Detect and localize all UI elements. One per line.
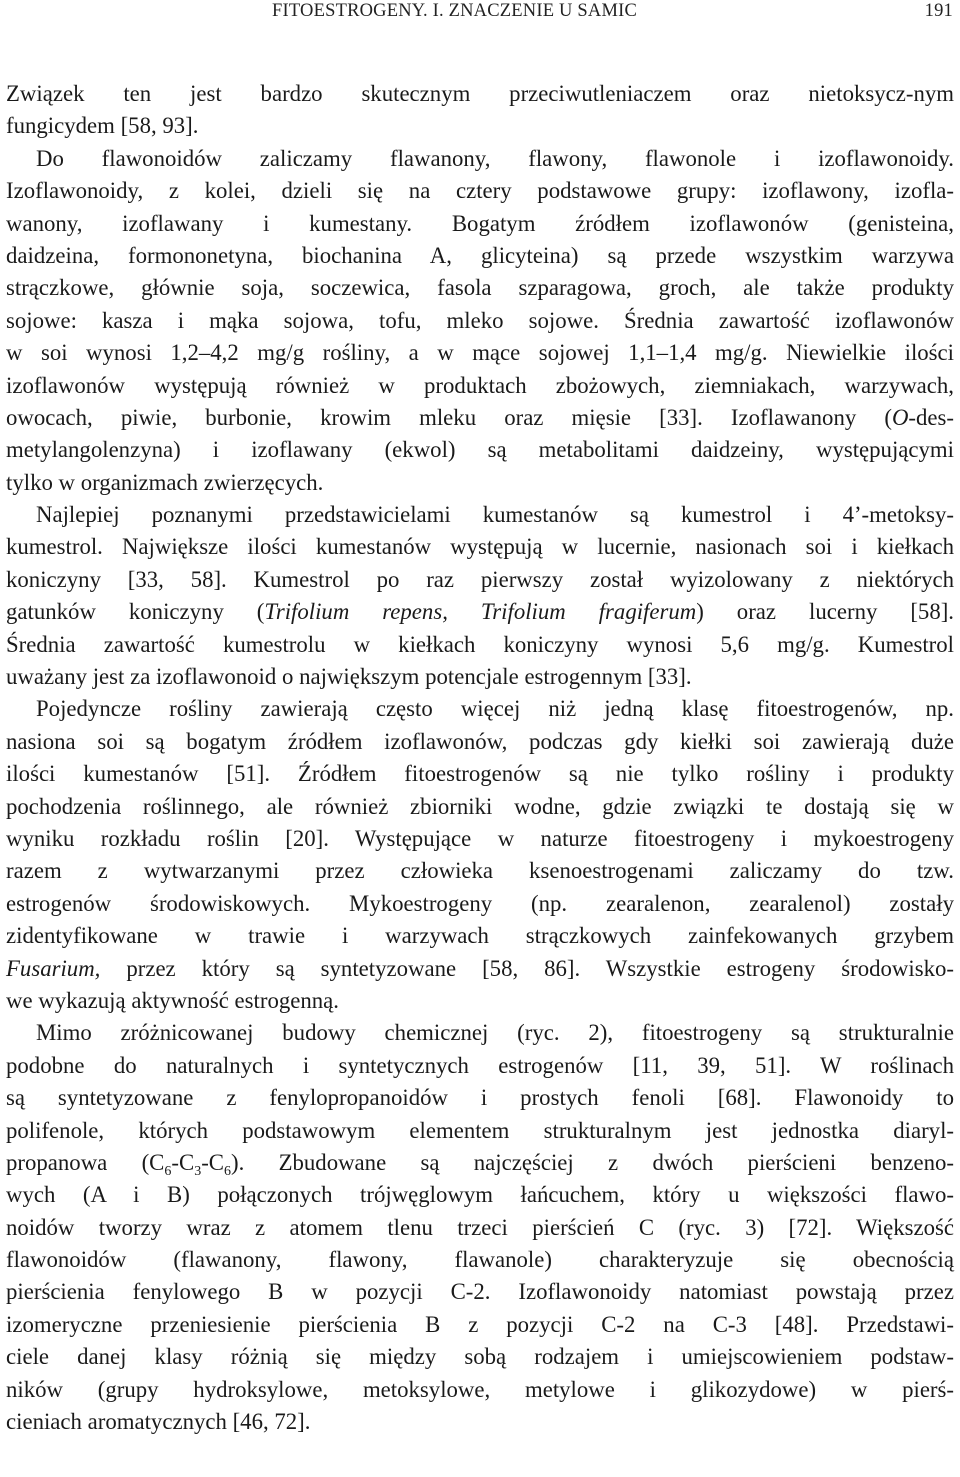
text-run: przez który są syntetyzowane [58, 86]. Wszystkie estrogeny środowisko- — [100, 955, 954, 981]
text-line: ciele danej klasy różnią się między sobą rodzajem i umiejscowieniem podstaw- — [6, 1344, 954, 1370]
text-line: kumestrol. Największe ilości kumestanów występują w lucernie, nasionach soi i kiełkach — [6, 534, 954, 560]
text-line: wanony, izoflawany i kumestany. Bogatym źródłem izoflawonów (genisteina, — [6, 210, 954, 236]
text-line: ilości kumestanów [51]. Źródłem fitoestrogenów są nie tylko rośliny i produkty — [6, 761, 954, 787]
text-line: ników (grupy hydroksylowe, metoksylowe, metylowe i glikozydowe) w pierś- — [6, 1376, 954, 1402]
text-line: noidów tworzy wraz z atomem tlenu trzeci pierścień C (ryc. 3) [72]. Większość — [6, 1214, 954, 1240]
text-run: -C — [171, 1149, 195, 1175]
text-line: są syntetyzowane z fenylopropanoidów i prostych fenoli [68]. Flawonoidy to — [6, 1085, 954, 1111]
italic-letter: O — [891, 404, 909, 430]
text-run: -C — [201, 1149, 224, 1175]
text-run: -des- — [908, 404, 954, 430]
text-line: tylko w organizmach zwierzęcych. — [6, 469, 324, 495]
text-line: zidentyfikowane w trawie i warzywach strączkowych zainfekowanych grzybem — [6, 923, 954, 949]
text-line — [6, 953, 954, 985]
text-line: w soi wynosi 1,2–4,2 mg/g rośliny, a w mące sojowej 1,1–1,4 mg/g. Niewielkie ilości — [6, 340, 954, 366]
body-text — [6, 78, 954, 1438]
text-line: Izoflawonoidy, z kolei, dzieli się na cztery podstawowe grupy: izoflawony, izofla- — [6, 178, 954, 204]
text-line — [6, 1147, 954, 1179]
text-line: nasiona soi są bogatym źródłem izoflawonów, podczas gdy kiełki soi zawierają duże — [6, 728, 954, 754]
text-line: Średnia zawartość kumestrolu w kiełkach koniczyny wynosi 5,6 mg/g. Kumestrol — [6, 631, 954, 657]
text-line: pierścienia fenylowego B w pozycji C-2. Izoflawonoidy natomiast powstają przez — [6, 1279, 954, 1305]
text-line: polifenole, których podstawowym elementem strukturalnym jest jednostka diaryl- — [6, 1117, 954, 1143]
text-line: estrogenów środowiskowych. Mykoestrogeny (np. zearalenon, zearalenol) zostały — [6, 890, 954, 916]
text-run: ). Zbudowane są najczęściej z dwóch pierścieni benzeno- — [230, 1149, 955, 1175]
text-run: owocach, piwie, burbonie, krowim mleku oraz mięsie [33]. Izoflawanony ( — [6, 404, 892, 430]
text-line: metylangolenzyna) i izoflawany (ekwol) są metabolitami daidzeiny, występującymi — [6, 437, 954, 463]
text-line: cieniach aromatycznych [46, 72]. — [6, 1409, 311, 1435]
subscript: 6 — [223, 1163, 231, 1179]
text-line: wyniku rozkładu roślin [20]. Występujące w naturze fitoestrogeny i mykoestrogeny — [6, 825, 954, 851]
text-line: daidzeina, formononetyna, biochanina A, glicyteina) są przede wszystkim warzywa — [6, 242, 954, 268]
text-line: podobne do naturalnych i syntetycznych estrogenów [11, 39, 51]. W roślinach — [6, 1052, 954, 1078]
text-line: izomeryczne przeniesienie pierścienia B z pozycji C-2 na C-3 [48]. Przedstawi- — [6, 1311, 954, 1337]
subscript: 3 — [194, 1163, 202, 1179]
text-line: izoflawonów występują również w produktach zbożowych, ziemniakach, warzywach, — [6, 372, 954, 398]
subscript: 6 — [164, 1163, 172, 1179]
genus-name: Fusarium, — [6, 955, 101, 981]
text-run: propanowa (C — [6, 1149, 165, 1175]
text-line: flawonoidów (flawanony, flawony, flawanole) charakteryzuje się obecnością — [6, 1247, 954, 1273]
text-line: wych (A i B) połączonych trójwęglowym łańcuchem, który u większości flawo- — [6, 1182, 954, 1208]
text-line: Mimo zróżnicowanej budowy chemicznej (ryc. 2), fitoestrogeny są strukturalnie — [36, 1020, 954, 1046]
text-line: strączkowe, głównie soja, soczewica, fasola szparagowa, groch, ale także produkty — [6, 275, 954, 301]
running-title: FITOESTROGENY. I. ZNACZENIE U SAMIC — [272, 1, 638, 21]
text-run: ) oraz lucerny [58]. — [696, 599, 955, 625]
text-line: Pojedyncze rośliny zawierają często więcej niż jedną klasę fitoestrogenów, np. — [36, 696, 954, 722]
text-line: razem z wytwarzanymi przez człowieka ksenoestrogenami zaliczamy do tzw. — [6, 858, 954, 884]
species-name: Trifolium repens, Trifolium fragiferum — [264, 599, 697, 625]
text-line: sojowe: kasza i mąka sojowa, tofu, mleko sojowe. Średnia zawartość izoflawonów — [6, 307, 954, 333]
text-line: we wykazują aktywność estrogenną. — [6, 987, 339, 1013]
text-line: Związek ten jest bardzo skutecznym przeciwutleniaczem oraz nietoksycz-nym — [6, 81, 954, 106]
running-header — [0, 0, 960, 26]
page-number: 191 — [924, 1, 953, 21]
text-line: pochodzenia roślinnego, ale również zbiorniki wodne, gdzie związki te dostają się w — [6, 793, 954, 819]
text-line: koniczyny [33, 58]. Kumestrol po raz pierwszy został wyizolowany z niektórych — [6, 566, 954, 592]
text-line: fungicydem [58, 93]. — [6, 113, 199, 139]
text-run: gatunków koniczyny ( — [6, 599, 265, 625]
text-line — [6, 402, 954, 434]
text-line: uważany jest za izoflawonoid o największym potencjale estrogennym [33]. — [6, 664, 692, 690]
text-line — [6, 596, 954, 628]
text-line: Do flawonoidów zaliczamy flawanony, flawony, flawonole i izoflawonoidy. — [36, 145, 954, 171]
text-line: Najlepiej poznanymi przedstawicielami kumestanów są kumestrol i 4’-metoksy- — [36, 502, 954, 528]
